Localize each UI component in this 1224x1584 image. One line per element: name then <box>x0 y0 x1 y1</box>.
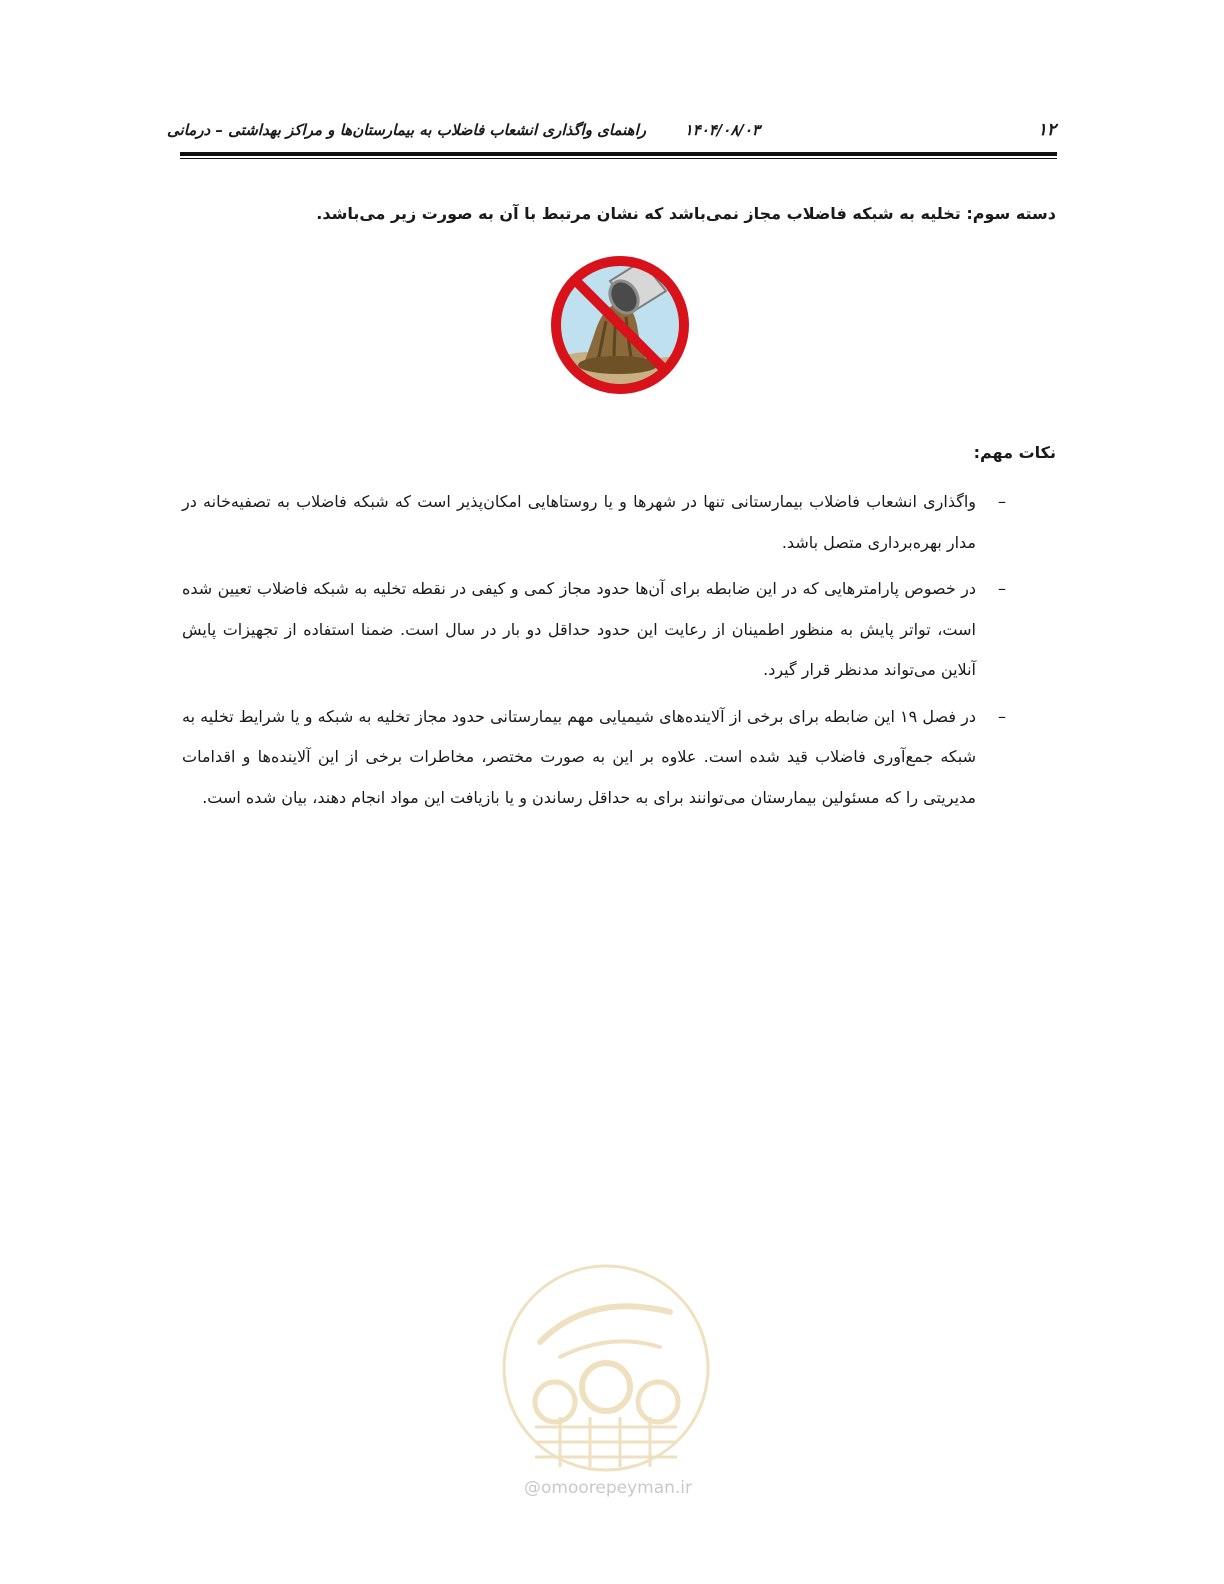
watermark-url: @omoorepeyman.ir <box>523 1478 693 1498</box>
page-number: ۱۲ <box>1037 120 1056 140</box>
list-bullet: – <box>998 492 1006 511</box>
header-title: راهنمای واگذاری انشعاب فاضلاب به بیمارستان‌ها و مراکز بهداشتی – درمانی <box>167 121 646 139</box>
list-item-text: در خصوص پارامترهایی که در این ضابطه برای آن‌ها حدود مجاز کمی و کیفی در نقطه تخلیه به شبکه فاضلاب تعیین شده است، تواتر پایش به منظور اطمینان از رعایت این حدود حداقل دو بار در سال است. ضمنا استفاده از تجهیزات پایش آنلاین می‌تواند مدنظر قرار گیرد. <box>182 579 976 679</box>
sludge-pool <box>578 356 658 374</box>
list-bullet: – <box>998 706 1006 726</box>
no-sewage-discharge-icon <box>544 251 696 399</box>
notes-title: نکات مهم: <box>973 443 1056 462</box>
list-item-text: واگذاری انشعاب فاضلاب بیمارستانی تنها در شهرها و یا روستاهایی امکان‌پذیر است که شبکه فاضلاب به تصفیه‌خانه در مدار بهره‌برداری متصل باشد. <box>182 492 976 552</box>
list-item <box>182 482 1056 563</box>
header-date: ۱۴۰۴/۰۸/۰۳ <box>684 121 760 139</box>
list-item-text: در فصل ۱۹ این ضابطه برای برخی از آلاینده‌های شیمیایی مهم بیمارستانی حدود مجاز تخلیه به شبکه و یا شرایط تخلیه به شبکه جمع‌آوری فاضلاب قید شده است. علاوه بر این به صورت مختصر، مخاطرات برخی از این آلاینده‌ها و اقدامات مدیریتی را که مسئولین بیمارستان می‌توانند برای به حداقل رساندن و یا بازیافت این مواد انجام دهند، بیان شده است. <box>182 706 976 807</box>
notes-list <box>182 482 1056 824</box>
list-item <box>182 697 1056 819</box>
header-rule <box>180 152 1057 156</box>
list-item <box>182 569 1056 691</box>
header-rule-thin <box>180 158 1057 159</box>
watermark-logo <box>500 1262 712 1474</box>
page-header <box>167 118 1056 148</box>
list-bullet: – <box>998 579 1006 598</box>
section-heading: دسته سوم: تخلیه به شبکه فاضلاب مجاز نمی‌باشد که نشان مرتبط با آن به صورت زیر می‌باشد. <box>316 204 1056 223</box>
